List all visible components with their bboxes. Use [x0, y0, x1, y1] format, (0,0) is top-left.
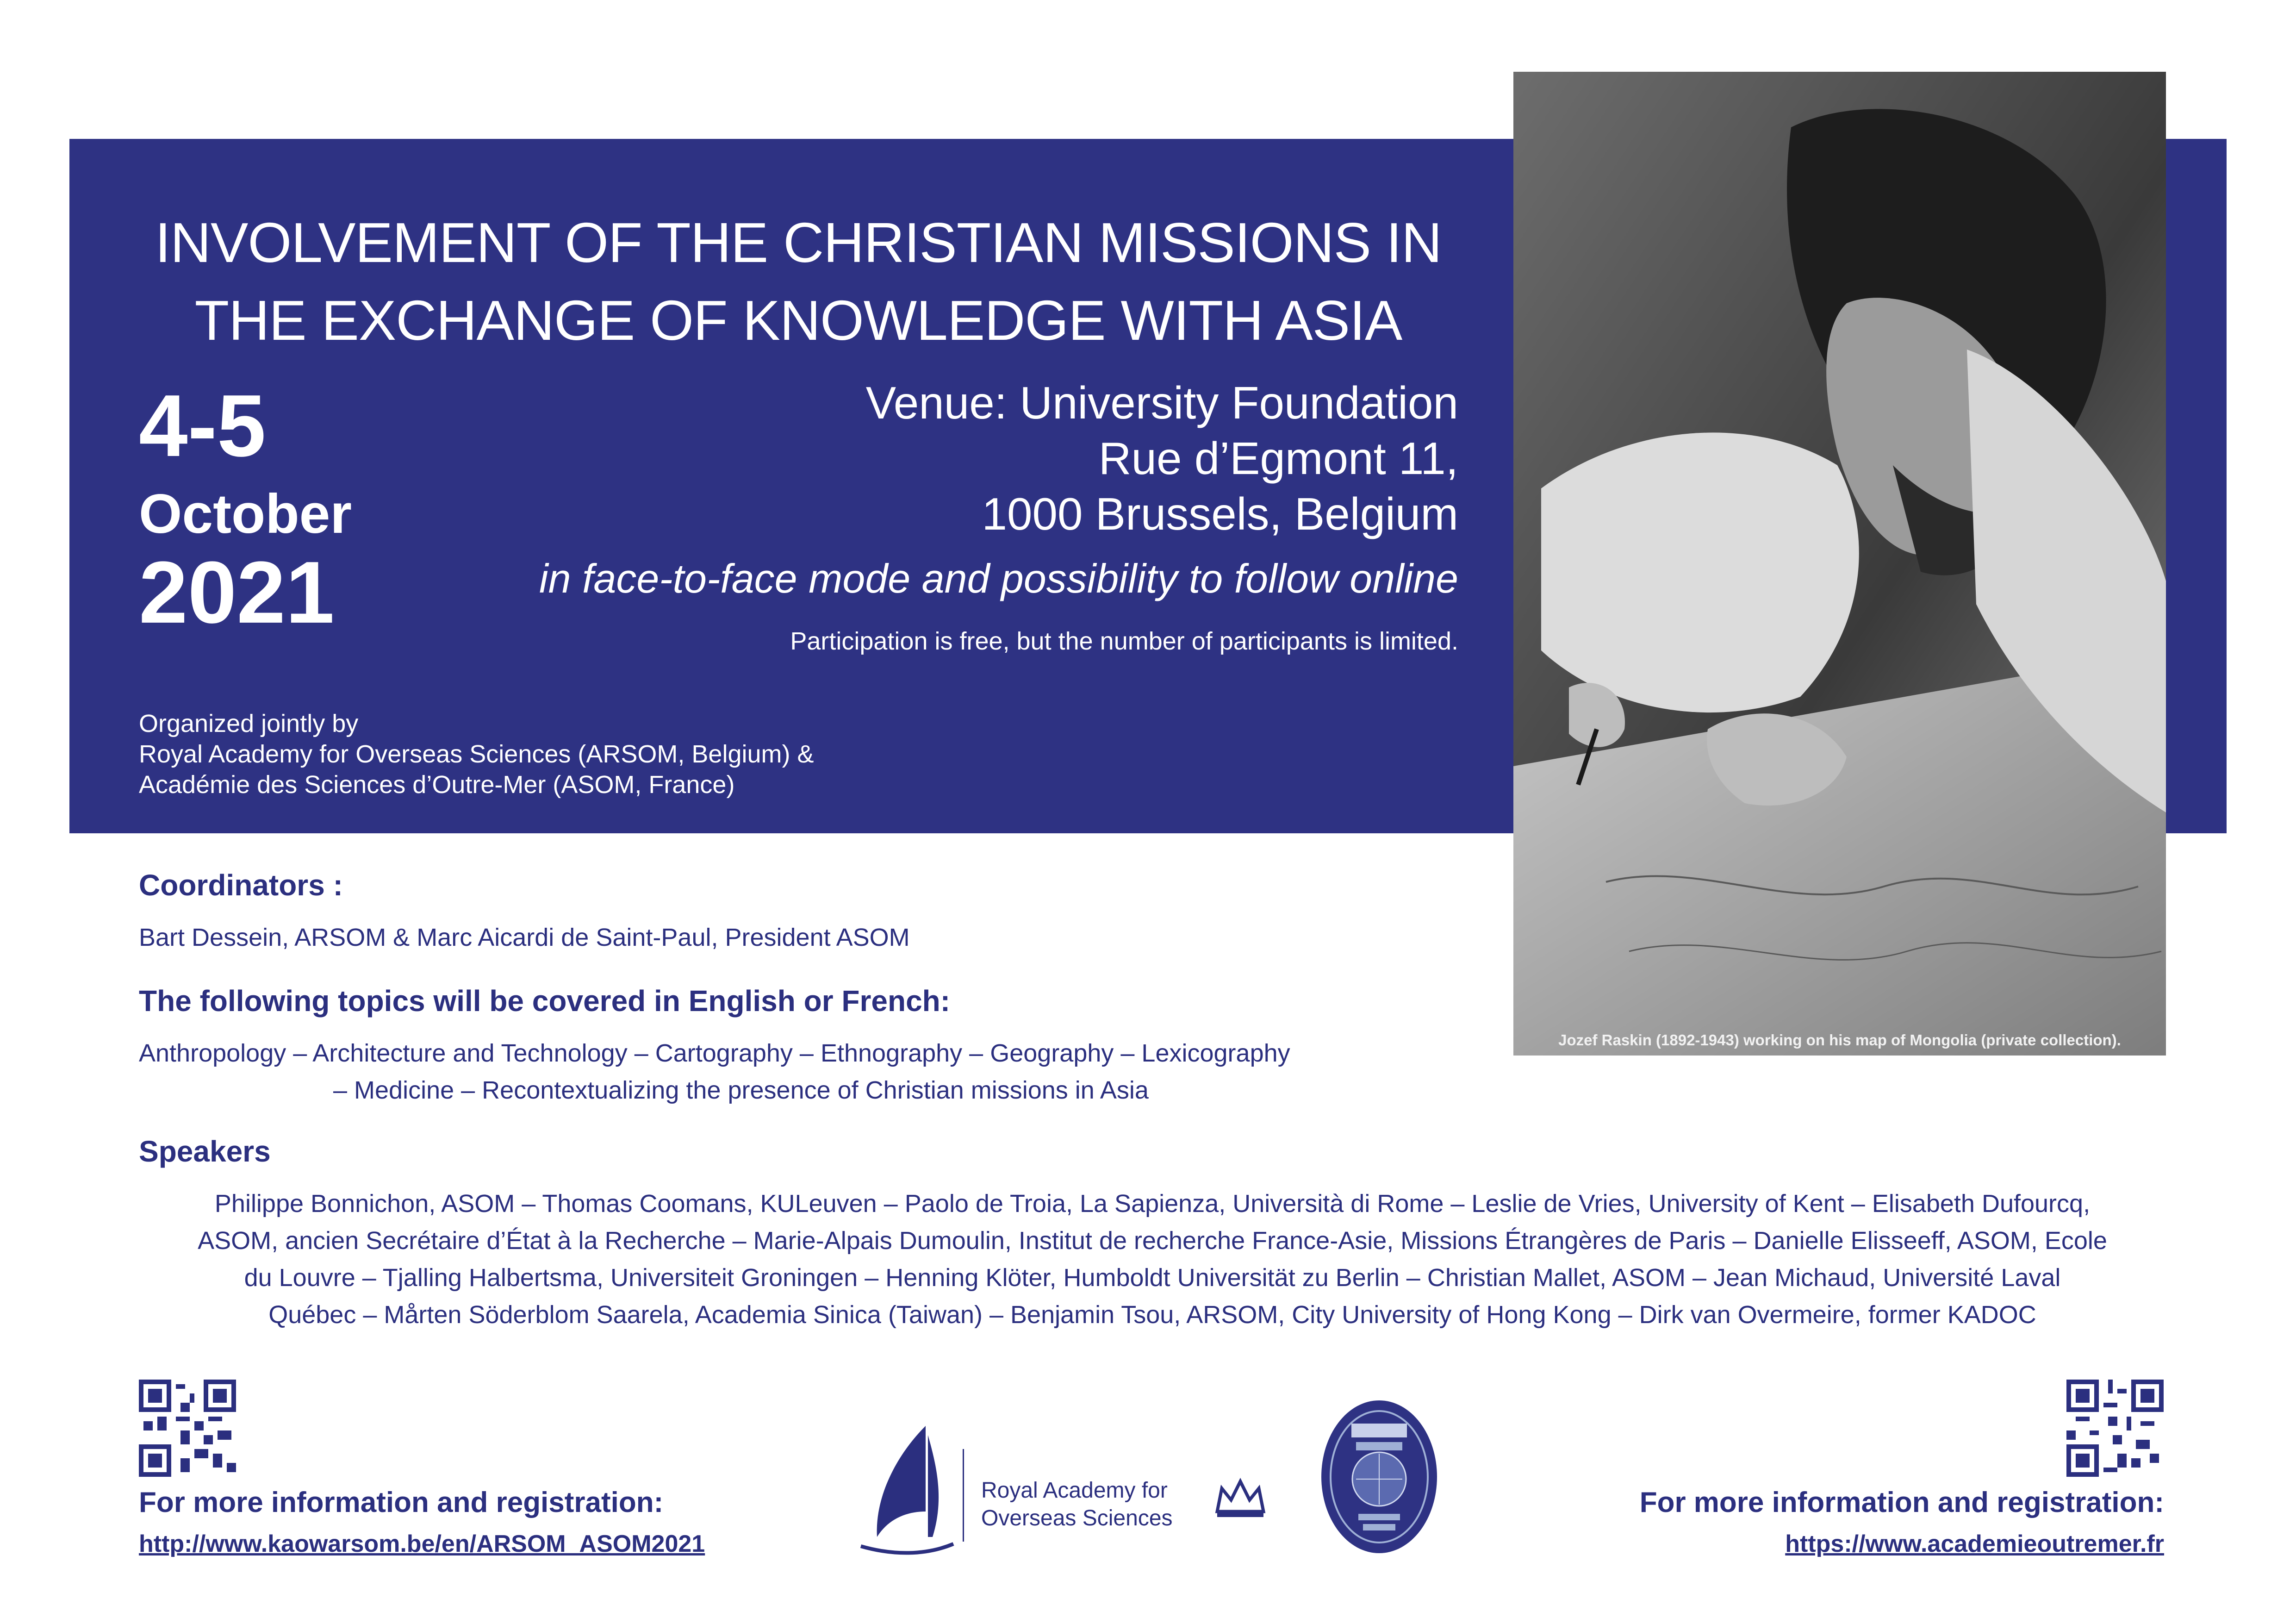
- qr-code-icon[interactable]: [2066, 1380, 2164, 1477]
- arsom-registration-link[interactable]: http://www.kaowarsom.be/en/ARSOM_ASOM2021: [139, 1530, 705, 1557]
- organizer-asom: Académie des Sciences d’Outre-Mer (ASOM, France): [139, 771, 735, 799]
- speakers-line-3: du Louvre – Tjalling Halbertsma, Universiteit Groningen – Henning Klöter, Humboldt Universität zu Berlin – Christian Mallet, ASOM – Jean Michaud, Université Laval: [244, 1264, 2061, 1292]
- organizers-intro: Organized jointly by: [139, 710, 359, 737]
- speakers-heading: Speakers: [139, 1135, 271, 1168]
- photo-caption: Jozef Raskin (1892-1943) working on his map of Mongolia (private collection).: [1558, 1031, 2121, 1049]
- crown-icon: [1213, 1474, 1268, 1521]
- photo-illustration: [1513, 72, 2166, 1056]
- date-days: 4-5: [139, 377, 266, 475]
- venue-block: [866, 375, 1458, 542]
- venue-street: Rue d’Egmont 11,: [1098, 433, 1458, 484]
- coordinators-heading: Coordinators :: [139, 868, 343, 902]
- topics-line-1: Anthropology – Architecture and Technology – Cartography – Ethnography – Geography – Lexicography: [139, 1039, 1290, 1067]
- topics-heading: The following topics will be covered in English or French:: [139, 984, 951, 1018]
- speakers-line-4: Québec – Mårten Söderblom Saarela, Academia Sinica (Taiwan) – Benjamin Tsou, ARSOM, City University of Hong Kong – Dirk van Overmeire, former KADOC: [268, 1301, 2036, 1329]
- sail-logo-icon: [856, 1426, 958, 1560]
- organizers-block: [139, 708, 814, 800]
- left-info-heading: For more information and registration:: [139, 1487, 664, 1518]
- right-info-heading: For more information and registration:: [1639, 1487, 2164, 1518]
- logo-divider: [963, 1449, 964, 1542]
- venue-city: 1000 Brussels, Belgium: [982, 488, 1458, 539]
- asom-seal-icon: [1319, 1398, 1439, 1555]
- speakers-line-1: Philippe Bonnichon, ASOM – Thomas Coomans, KULeuven – Paolo de Troia, La Sapienza, Università di Rome – Leslie de Vries, University of Kent – Elisabeth Dufourcq,: [214, 1190, 2091, 1218]
- arsom-logo-line-1: Royal Academy for: [981, 1478, 1168, 1503]
- topics-line-2: – Medicine – Recontextualizing the presence of Christian missions in Asia: [333, 1076, 1149, 1104]
- qr-code-icon[interactable]: [139, 1380, 236, 1477]
- arsom-logo-text: [981, 1477, 1173, 1532]
- asom-registration-link[interactable]: https://www.academieoutremer.fr: [1785, 1530, 2164, 1557]
- date-month: October: [139, 483, 352, 545]
- title-line-1: INVOLVEMENT OF THE CHRISTIAN MISSIONS IN: [155, 211, 1442, 274]
- date-year: 2021: [139, 543, 335, 642]
- attendance-mode: in face-to-face mode and possibility to follow online: [539, 556, 1458, 601]
- arsom-logo-line-2: Overseas Sciences: [981, 1506, 1173, 1530]
- organizer-arsom: Royal Academy for Overseas Sciences (ARSOM, Belgium) &: [139, 740, 814, 768]
- title-line-2: THE EXCHANGE OF KNOWLEDGE WITH ASIA: [194, 289, 1402, 352]
- historical-photo: [1513, 72, 2166, 1056]
- event-title: [69, 204, 1527, 359]
- speakers-list: [139, 1185, 2166, 1333]
- coordinators-text: Bart Dessein, ARSOM & Marc Aicardi de Saint-Paul, President ASOM: [139, 924, 910, 951]
- participation-note: Participation is free, but the number of participants is limited.: [790, 627, 1458, 655]
- speakers-line-2: ASOM, ancien Secrétaire d’État à la Recherche – Marie-Alpais Dumoulin, Institut de recherche France-Asie, Missions Étrangères de Paris – Danielle Elisseeff, ASOM, Ecole: [198, 1227, 2107, 1255]
- venue-name: Venue: University Foundation: [865, 377, 1458, 428]
